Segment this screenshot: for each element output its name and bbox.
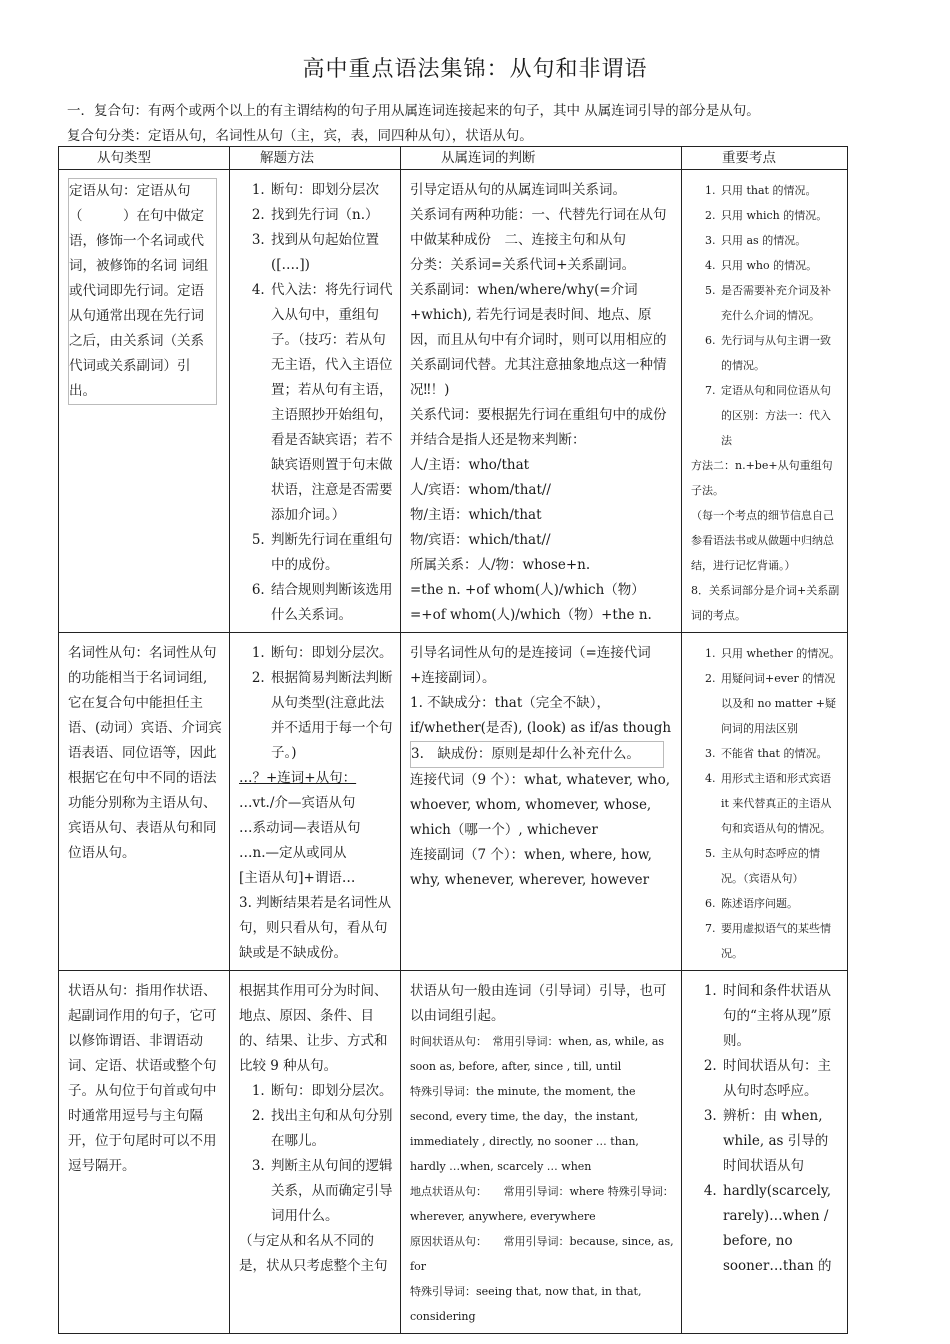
list-item: 3. 找到从句起始位置([….])	[269, 228, 394, 278]
list-item: 连接代词（9 个）：what, whatever, who, whoever, whom, whomever, whose, which（哪一个）, whichever	[410, 772, 670, 838]
list-item: 2. 找到先行词（n.）	[269, 203, 394, 228]
method-cell	[230, 971, 401, 1334]
method-cell	[230, 170, 401, 633]
key-points-cell	[682, 633, 848, 971]
list-item: …n.—定从或同从	[239, 845, 347, 861]
key-points-cell	[682, 170, 848, 633]
list-item: 关系副词：when/where/why(=介词+which), 若先行词是表时间、地点、原因，而且从句中有介词时，则可以用相应的关系副词代替。尤其注意抽象地点这一种情况‼！)	[410, 282, 667, 398]
list-item: 4. 只用 who 的情况。	[719, 253, 841, 278]
list-item: 5. 主从句时态呼应的情况。（宾语从句）	[719, 841, 841, 891]
list-item: …vt./介—宾语从句	[239, 795, 356, 811]
list-item: 1. 只用 whether 的情况。	[719, 641, 841, 666]
header-connector: 从属连词的判断	[401, 147, 682, 170]
clause-type-cell: 名词性从句：名词性从句的功能相当于名词词组, 它在复合句中能担任主语、(动词）宾语、介词宾语表语、同位语等，因此根据它在句中不同的语法功能分别称为主语从句、宾语从句、表语从句和同位语从句。	[59, 633, 230, 971]
list-item: 地点状语从句： 常用引导词：where 特殊引导词：wherever, anywhere, everywhere	[410, 1185, 674, 1223]
list-item: 4. hardly(scarcely, rarely)…when / before, no sooner…than 的	[721, 1179, 841, 1279]
table-row-noun-clause	[59, 633, 848, 971]
list-item: 4. 用形式主语和形式宾语 it 来代替真正的主语从句和宾语从句的情况。	[719, 766, 841, 841]
list-item: 3. 缺成份：原则是却什么补充什么。	[410, 741, 664, 768]
list-item: 6. 陈述语序问题。	[719, 891, 841, 916]
connector-cell	[401, 971, 682, 1334]
list-item: 特殊引导词：seeing that, now that, in that, considering	[410, 1285, 642, 1323]
table-header-row	[59, 147, 848, 170]
method-list	[239, 641, 394, 766]
list-item: 2. 用疑问词+ever 的情况以及和 no matter +疑问词的用法区别	[719, 666, 841, 741]
list-item: …系动词—表语从句	[239, 820, 361, 836]
intro-line-1: 一．复合句：有两个或两个以上的有主谓结构的句子用从属连词连接起来的句子，其中 从属连词引导的部分是从句。	[67, 103, 760, 119]
clause-type-text: 定语从句：定语从句（ ）在句中做定语，修饰一个名词或代词，被修饰的名词 词组或代词即先行词。定语从句通常出现在先行词之后，由关系词（关系代词或关系副词）引出。	[68, 178, 217, 405]
list-item: 1. 只用 that 的情况。	[719, 178, 841, 203]
list-item: 3. 不能省 that 的情况。	[719, 741, 841, 766]
list-item: 1. 断句：即划分层次。	[269, 1079, 394, 1104]
list-item: 1. 不缺成分：that（完全不缺），if/whether(是否), (look) as if/as though	[410, 695, 672, 736]
intro-line-2: 复合句分类：定语从句，名词性从句（主，宾，表，同四种从句），状语从句。	[67, 128, 533, 144]
table-row-adverbial	[59, 971, 848, 1334]
page-title: 高中重点语法集锦：从句和非谓语	[302, 57, 648, 82]
list-item: 状语从句一般由连词（引导词）引导，也可以由词组引起。	[410, 983, 667, 1024]
key-points-cell	[682, 971, 848, 1334]
list-item: （与定从和名从不同的是，状从只考虑整个主句	[239, 1233, 388, 1274]
list-item: 人/宾语：whom/that//	[410, 482, 551, 498]
list-item: 3. 只用 as 的情况。	[719, 228, 841, 253]
list-item: 所属关系：人/物：whose+n.	[410, 557, 591, 573]
list-item: …？+连词+从句：	[239, 770, 357, 786]
list-item: 4. 代入法：将先行词代入从句中，重组句子。（技巧：若从句无主语，代入主语位置；若从句有主语，主语照抄开始组句，看是否缺宾语；若不缺宾语则置于句末做状语，注意是否需要添加介词。）	[269, 278, 394, 528]
list-item: 2. 时间状语从句：主从句时态呼应。	[721, 1054, 841, 1104]
list-item: 方法二：n.+be+从句重组句子法。	[691, 459, 833, 497]
list-item: 8．关系词部分是介词+关系副词的考点。	[691, 584, 840, 622]
list-item: 引导名词性从句的是连接词（=连接代词+连接副词）。	[410, 645, 651, 686]
list-item: 2. 根据简易判断法判断从句类型(注意此法并不适用于每一个句子。)	[269, 666, 394, 766]
list-item: 引导定语从句的从属连词叫关系词。	[410, 182, 626, 198]
list-item: 关系词有两种功能：一、代替先行词在从句中做某种成份 二、连接主句和从句	[410, 207, 667, 248]
connector-cell	[401, 633, 682, 971]
list-item: 6. 先行词与从句主谓一致的情况。	[719, 328, 841, 378]
list-item: 5. 判断先行词在重组句中的成份。	[269, 528, 394, 578]
list-item: 7. 定语从句和同位语从句的区别：方法一：代入法	[719, 378, 841, 453]
table-row-attributive	[59, 170, 848, 633]
list-item: =the n. +of whom(人)/which（物）=+of whom(人)/which（物）+the n.	[410, 582, 652, 623]
list-item: 7. 要用虚拟语气的某些情况。	[719, 916, 841, 966]
list-item: 根据其作用可分为时间、地点、原因、条件、目的、结果、让步、方式和比较 9 种从句。	[239, 983, 388, 1074]
list-item: 原因状语从句： 常用引导词：because, since, as, for	[410, 1235, 674, 1273]
list-item: 人/主语：who/that	[410, 457, 530, 473]
list-item: 1. 断句：即划分层次	[269, 178, 394, 203]
method-list	[239, 1079, 394, 1229]
key-points-list	[691, 641, 841, 966]
list-item: 物/宾语：which/that//	[410, 532, 551, 548]
header-method: 解题方法	[230, 147, 401, 170]
header-key-points: 重要考点	[682, 147, 848, 170]
list-item: [主语从句]+谓语…	[239, 870, 356, 886]
list-item: （每一个考点的细节信息自己参看语法书或从做题中归纳总结，进行记忆背诵。）	[691, 509, 834, 572]
list-item: 分类：关系词=关系代词+关系副词。	[410, 257, 636, 273]
key-points-list	[691, 178, 841, 453]
list-item: 3. 判断主从句间的逻辑关系，从而确定引导词用什么。	[269, 1154, 394, 1229]
header-clause-type: 从句类型	[59, 147, 230, 170]
list-item: 关系代词：要根据先行词在重组句中的成份并结合是指人还是物来判断：	[410, 407, 667, 448]
list-item: 1. 时间和条件状语从句的“主将从现”原则。	[721, 979, 841, 1054]
list-item: 连接副词（7 个）：when, where, how, why, whenever, wherever, however	[410, 847, 652, 888]
list-item: 2. 找出主句和从句分别在哪儿。	[269, 1104, 394, 1154]
clause-type-cell: 状语从句：指用作状语、起副词作用的句子，它可以修饰谓语、非谓语动词、定语、状语或整个句子。从句位于句首或句中时通常用逗号与主句隔开，位于句尾时可以不用逗号隔开。	[59, 971, 230, 1334]
method-cell	[230, 633, 401, 971]
clause-type-cell	[59, 170, 230, 633]
key-points-list	[691, 979, 841, 1279]
list-item: 3. 判断结果若是名词性从句，则只看从句，看从句缺或是不缺成份。	[239, 895, 392, 961]
list-item: 时间状语从句： 常用引导词：when, as, while, as soon as, before, after, since , till, until	[410, 1035, 665, 1073]
method-list	[239, 178, 394, 628]
list-item: 3. 辨析：由 when, while, as 引导的时间状语从句	[721, 1104, 841, 1179]
list-item: 6. 结合规则判断该选用什么关系词。	[269, 578, 394, 628]
list-item: 2. 只用 which 的情况。	[719, 203, 841, 228]
grammar-table	[58, 146, 848, 1334]
list-item: 物/主语：which/that	[410, 507, 542, 523]
list-item: 特殊引导词：the minute, the moment, the second, every time, the day，the instant, immediately , directly, no sooner … than, hardly …when, scarcely … when	[410, 1085, 639, 1173]
list-item: 5. 是否需要补充介词及补充什么介词的情况。	[719, 278, 841, 328]
connector-cell	[401, 170, 682, 633]
list-item: 1. 断句：即划分层次。	[269, 641, 394, 666]
